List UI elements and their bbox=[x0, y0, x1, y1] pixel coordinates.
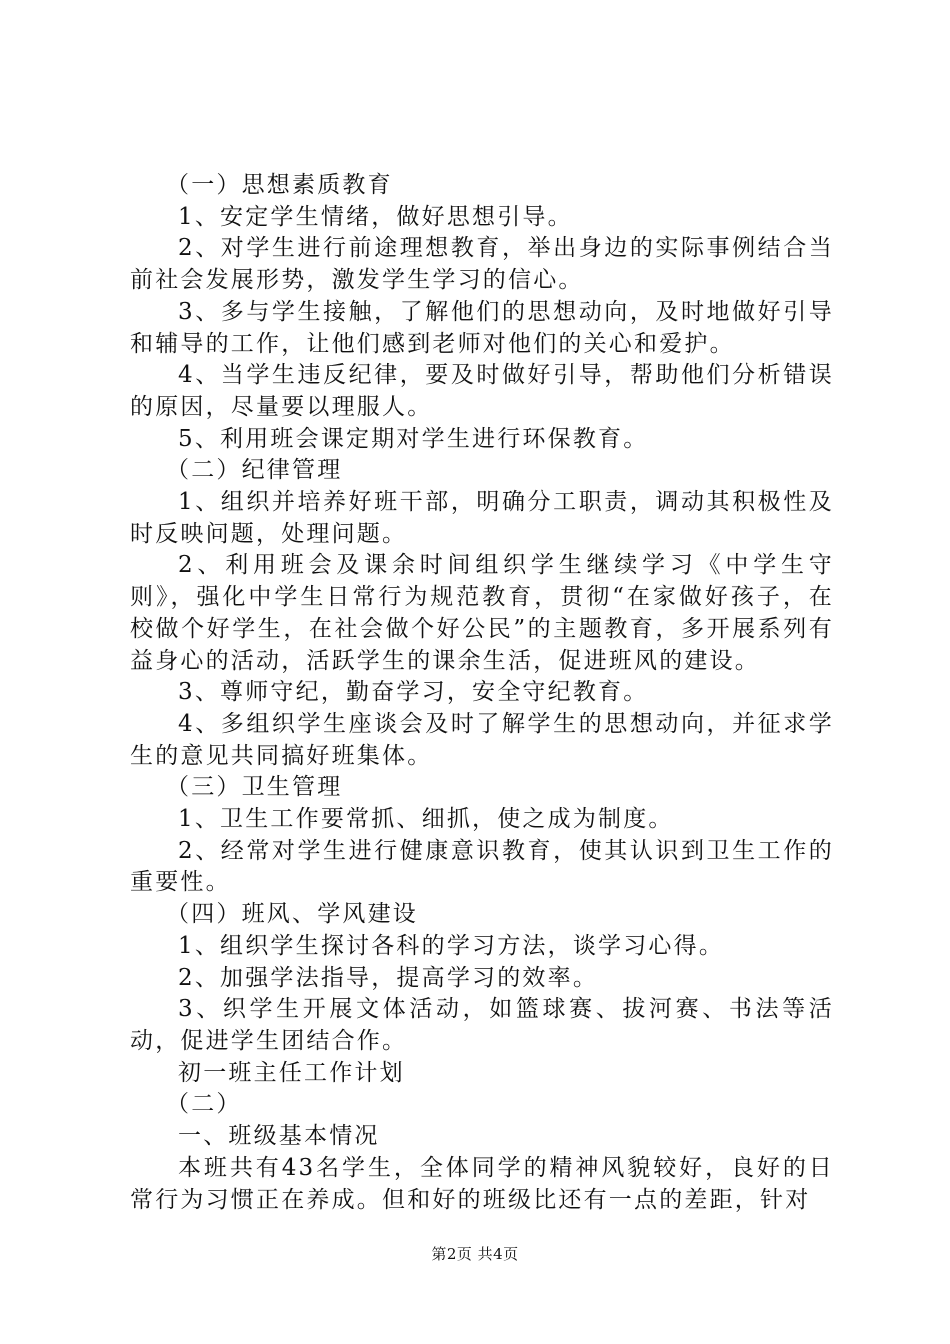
body-paragraph: 本班共有43名学生，全体同学的精神风貌较好，良好的日常行为习惯正在养成。但和好的班级比还有一点的差距，针对 bbox=[130, 1154, 834, 1213]
body-paragraph: 1、安定学生情绪，做好思想引导。 bbox=[178, 203, 573, 230]
body-paragraph: 5、利用班会课定期对学生进行环保教育。 bbox=[178, 425, 649, 452]
body-paragraph: 2、对学生进行前途理想教育，举出身边的实际事例结合当前社会发展形势，激发学生学习的信心。 bbox=[130, 235, 834, 294]
body-paragraph: 2、利用班会及课余时间组织学生继续学习《中学生守则》，强化中学生日常行为规范教育，贯彻“在家做好孩子，在校做个好学生，在社会做个好公民”的主题教育，多开展系列有益身心的活动，活跃学生的课余生活，促进班风的建设。 bbox=[130, 552, 834, 674]
section-heading: （二）纪律管理 bbox=[166, 457, 343, 484]
body-paragraph: 2、经常对学生进行健康意识教育，使其认识到卫生工作的重要性。 bbox=[130, 837, 834, 896]
body-paragraph: 3、多与学生接触，了解他们的思想动向，及时地做好引导和辅导的工作，让他们感到老师对他们的关心和爱护。 bbox=[130, 298, 834, 357]
body-paragraph: 1、组织学生探讨各科的学习方法，谈学习心得。 bbox=[178, 932, 725, 959]
body-paragraph: 3、尊师守纪，勤奋学习，安全守纪教育。 bbox=[178, 679, 649, 706]
section-heading: （二） bbox=[166, 1091, 242, 1118]
body-paragraph: 1、组织并培养好班干部，明确分工职责，调动其积极性及时反映问题，处理问题。 bbox=[130, 489, 834, 547]
body-paragraph: 3、织学生开展文体活动，如篮球赛、拔河赛、书法等活动，促进学生团结合作。 bbox=[130, 996, 834, 1054]
body-paragraph: 一、班级基本情况 bbox=[178, 1123, 380, 1150]
body-paragraph: 2、加强学法指导，提高学习的效率。 bbox=[178, 964, 599, 991]
body-paragraph: 4、多组织学生座谈会及时了解学生的思想动向，并征求学生的意见共同搞好班集体。 bbox=[130, 710, 834, 769]
section-heading: （四）班风、学风建设 bbox=[166, 901, 418, 928]
document-body bbox=[130, 170, 834, 1216]
section-heading: （三）卫生管理 bbox=[166, 774, 343, 801]
page-footer: 第2页 共4页 bbox=[431, 1245, 519, 1263]
body-paragraph: 初一班主任工作计划 bbox=[178, 1059, 405, 1086]
body-paragraph: 4、当学生违反纪律，要及时做好引导，帮助他们分析错误的原因，尽量要以理服人。 bbox=[130, 362, 834, 420]
section-heading: （一）思想素质教育 bbox=[166, 172, 393, 198]
body-paragraph: 1、卫生工作要常抓、细抓，使之成为制度。 bbox=[178, 806, 674, 833]
